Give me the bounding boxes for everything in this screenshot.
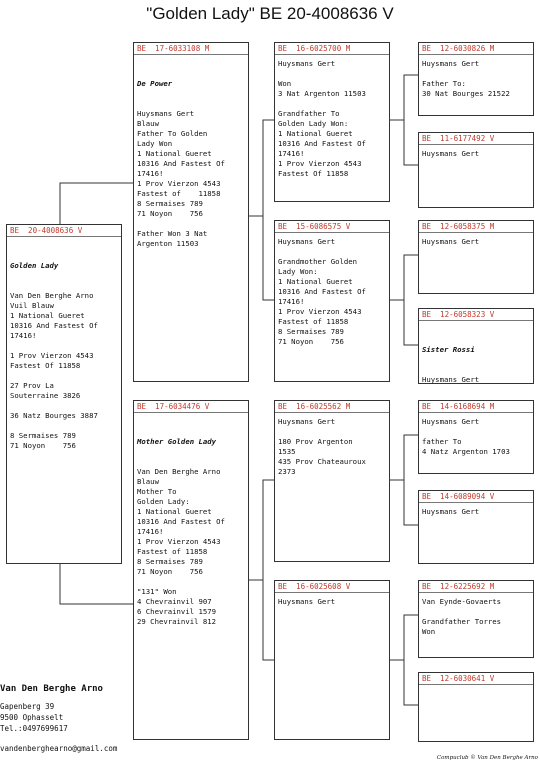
ring-number: BE 16-6025562 M	[275, 401, 389, 413]
pigeon-details: Van Den Berghe Arno Vuil Blauw 1 National Gueret 10316 And Fastest Of 17416! 1 Prov Vierzon 4543 Fastest Of 11858 27 Prov La Souterraine 3826 36 Natz Bourges 3887 8 Sermaises 789 71 Noyon 756	[10, 291, 98, 450]
ring-number: BE 15-6086575 V	[275, 221, 389, 233]
ring-number: BE 12-6030826 M	[419, 43, 533, 55]
great-grandparent-card[interactable]	[418, 308, 534, 384]
ring-number: BE 12-6225692 M	[419, 581, 533, 593]
pigeon-details: Huysmans Gert father To 4 Natz Argenton 1703	[422, 417, 510, 456]
great-grandparent-card[interactable]	[418, 672, 534, 742]
pigeon-name: Mother Golden Lady	[137, 437, 217, 446]
pigeon-details: Huysmans Gert	[278, 597, 336, 606]
pigeon-details: Van Eynde-Govaerts Grandfather Torres Won	[422, 597, 502, 636]
mother-card[interactable]	[133, 400, 249, 740]
paternal-grandfather-card[interactable]	[274, 42, 390, 202]
ring-number: BE 12-6058375 M	[419, 221, 533, 233]
father-card[interactable]	[133, 42, 249, 382]
pigeon-details: Van Den Berghe Arno Blauw Mother To Golden Lady: 1 National Gueret 10316 And Fastest Of 17416! 1 Prov Vierzon 4543 Fastest of 11858 8 Sermaises 789 71 Noyon 756 "131" Won 4 Chevrainvil 907 6 Chevrainvil 1579 29 Chevrainvil 812	[137, 467, 225, 626]
great-grandparent-card[interactable]	[418, 42, 534, 116]
owner-name: Van Den Berghe Arno	[0, 684, 103, 694]
ring-number: BE 16-6025608 V	[275, 581, 389, 593]
ring-number: BE 16-6025700 M	[275, 43, 389, 55]
ring-number: BE 11-6177492 V	[419, 133, 533, 145]
pigeon-details: Huysmans Gert	[422, 149, 480, 158]
ring-number: BE 14-6168694 M	[419, 401, 533, 413]
pedigree-title: "Golden Lady" BE 20-4008636 V	[146, 4, 394, 23]
pigeon-details: Huysmans Gert 180 Prov Argenton 1535 435 Prov Chateauroux 2373	[278, 417, 366, 476]
subject-card[interactable]	[6, 224, 122, 564]
great-grandparent-card[interactable]	[418, 220, 534, 294]
owner-phone: Tel.:0497699617	[0, 724, 68, 733]
pigeon-name: Sister Rossi	[422, 345, 475, 354]
maternal-grandmother-card[interactable]	[274, 580, 390, 740]
pigeon-details: Huysmans Gert	[422, 375, 480, 384]
paternal-grandmother-card[interactable]	[274, 220, 390, 382]
ring-number: BE 14-6089094 V	[419, 491, 533, 503]
pigeon-details: Huysmans Gert Grandmother Golden Lady Won: 1 National Gueret 10316 And Fastest Of 17416! 1 Prov Vierzon 4543 Fastest of 11858 8 Sermaises 789 71 Noyon 756	[278, 237, 366, 346]
ring-number: BE 17-6034476 V	[134, 401, 248, 413]
great-grandparent-card[interactable]	[418, 132, 534, 208]
owner-email[interactable]: vandenberghearno@gmail.com	[0, 744, 118, 753]
owner-city: 9500 Ophasselt	[0, 713, 64, 722]
ring-number: BE 20-4008636 V	[7, 225, 121, 237]
ring-number: BE 17-6033108 M	[134, 43, 248, 55]
copyright-note: Compuclub © Van Den Berghe Arno	[436, 755, 538, 761]
great-grandparent-card[interactable]	[418, 400, 534, 474]
ring-number: BE 12-6030641 V	[419, 673, 533, 685]
great-grandparent-card[interactable]	[418, 490, 534, 564]
pigeon-name: De Power	[137, 79, 173, 88]
pigeon-name: Golden Lady	[10, 261, 59, 270]
maternal-grandfather-card[interactable]	[274, 400, 390, 562]
pigeon-details: Huysmans Gert Blauw Father To Golden Lady Won 1 National Gueret 10316 And Fastest Of 17416! 1 Prov Vierzon 4543 Fastest of 11858 8 Sermaises 789 71 Noyon 756 Father Won 3 Nat Argenton 11503	[137, 109, 225, 248]
pigeon-details: Huysmans Gert	[422, 507, 480, 516]
pigeon-details: Huysmans Gert Father To: 30 Nat Bourges 21522	[422, 59, 510, 98]
pigeon-details: Huysmans Gert	[422, 237, 480, 246]
owner-street: Gapenberg 39	[0, 702, 55, 711]
pigeon-details: Huysmans Gert Won 3 Nat Argenton 11503 Grandfather To Golden Lady Won: 1 National Gueret 10316 And Fastest Of 17416! 1 Prov Vierzon 4543 Fastest Of 11858	[278, 59, 366, 178]
ring-number: BE 12-6058323 V	[419, 309, 533, 321]
great-grandparent-card[interactable]	[418, 580, 534, 658]
